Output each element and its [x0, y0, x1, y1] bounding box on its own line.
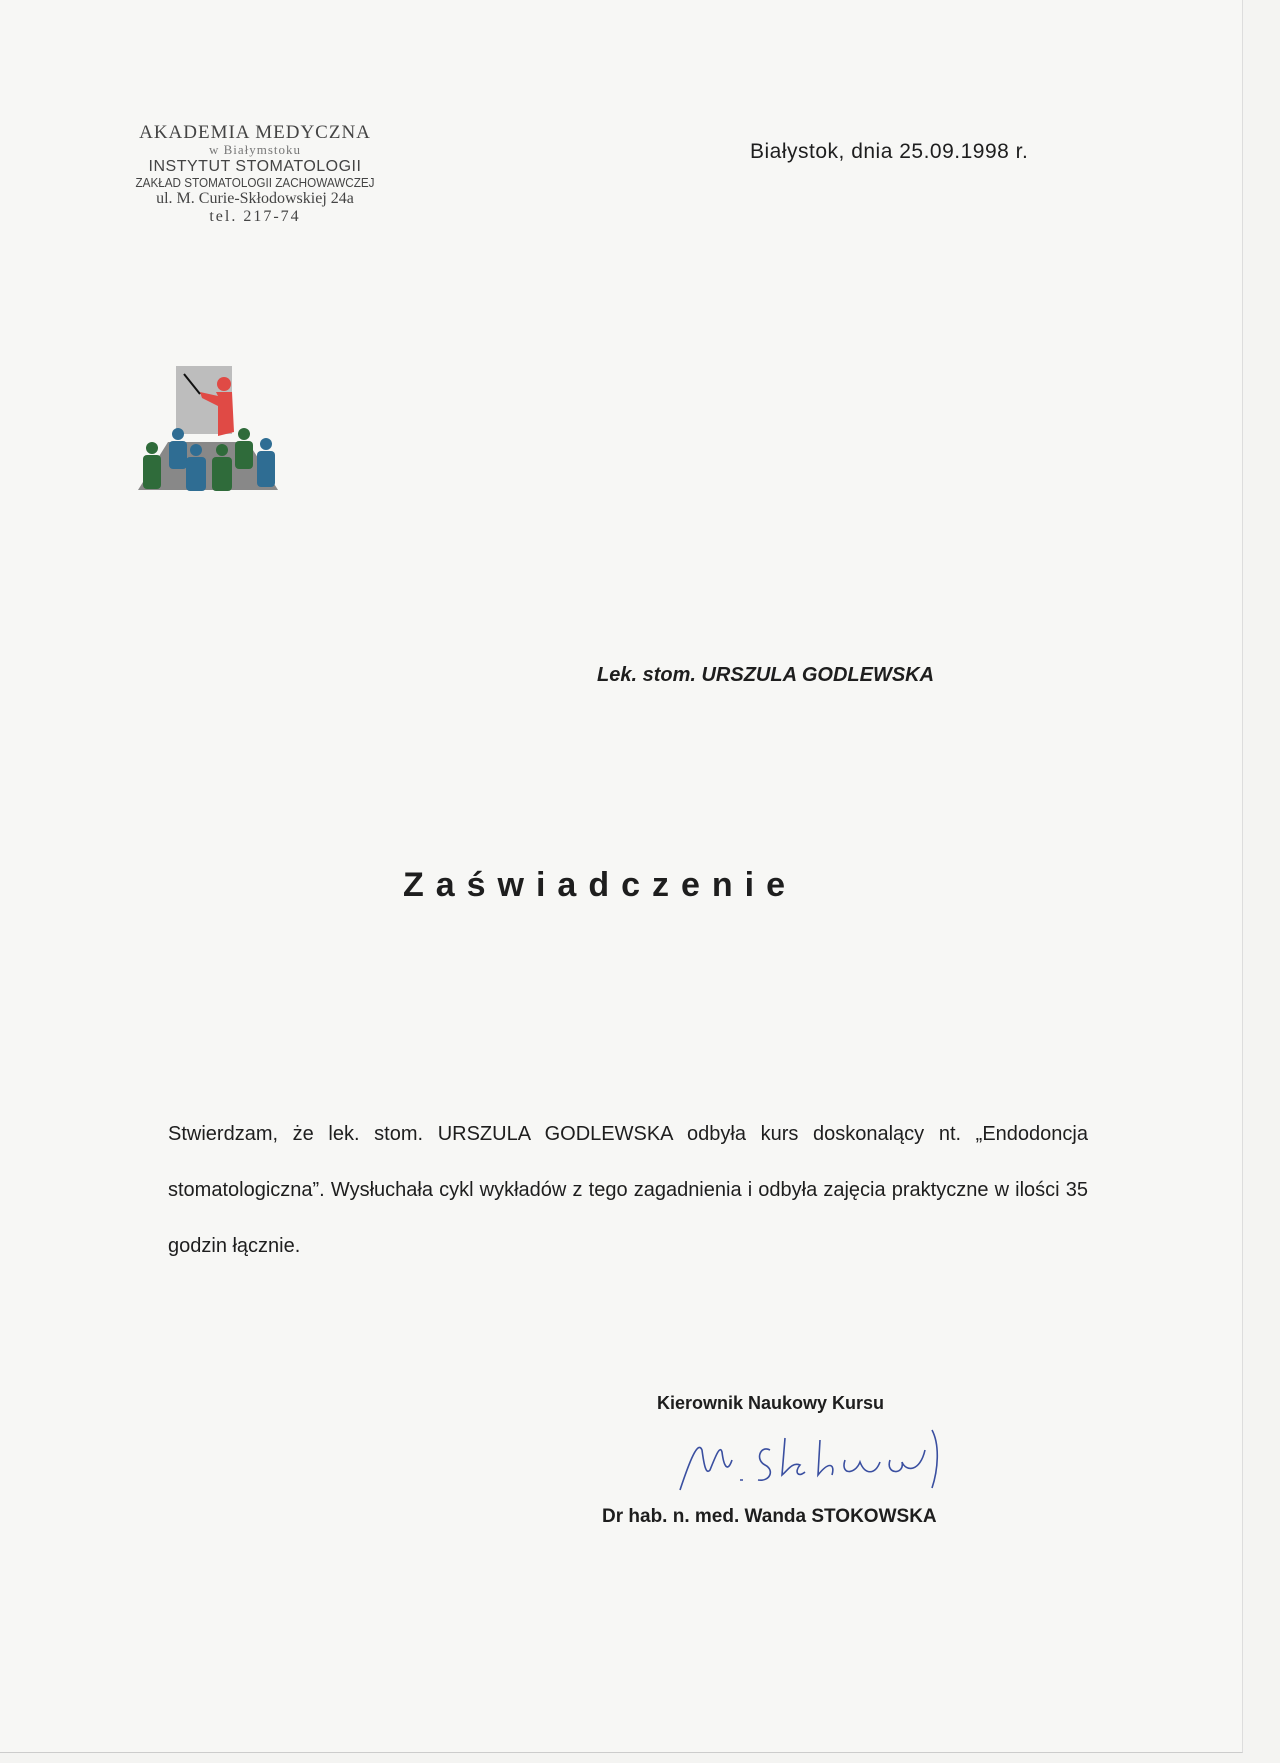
document-date: Białystok, dnia 25.09.1998 r. [750, 140, 1029, 163]
stamp-line: w Białymstoku [208, 142, 302, 158]
body-text: Stwierdzam, że lek. stom. URSZULA GODLEWSKA odbyła kurs doskonalący nt. „Endodoncja stomatologiczna”. Wysłuchała cykl wykładów z tego zagadnienia i odbyła zajęcia praktyczne w ilości 35 godzin łącznie. [168, 1123, 1088, 1257]
signer-name: Dr hab. n. med. Wanda STOKOWSKA [602, 1506, 937, 1527]
lecture-logo-icon [138, 362, 278, 492]
stamp-line: INSTYTUT STOMATOLOGII [148, 157, 362, 175]
certificate-body [168, 1106, 1088, 1274]
signer-role: Kierownik Naukowy Kursu [657, 1393, 885, 1413]
institution-stamp [112, 122, 398, 226]
handwritten-signature [670, 1420, 1030, 1500]
recipient-name: Lek. stom. URSZULA GODLEWSKA [597, 664, 935, 686]
document-title: Zaświadczenie [402, 866, 798, 904]
stamp-line: AKADEMIA MEDYCZNA [139, 122, 371, 143]
stamp-line: ul. M. Curie-Skłodowskiej 24a [156, 190, 354, 208]
stamp-line: tel. 217-74 [209, 208, 301, 226]
stamp-line: ZAKŁAD STOMATOLOGII ZACHOWAWCZEJ [135, 174, 375, 190]
